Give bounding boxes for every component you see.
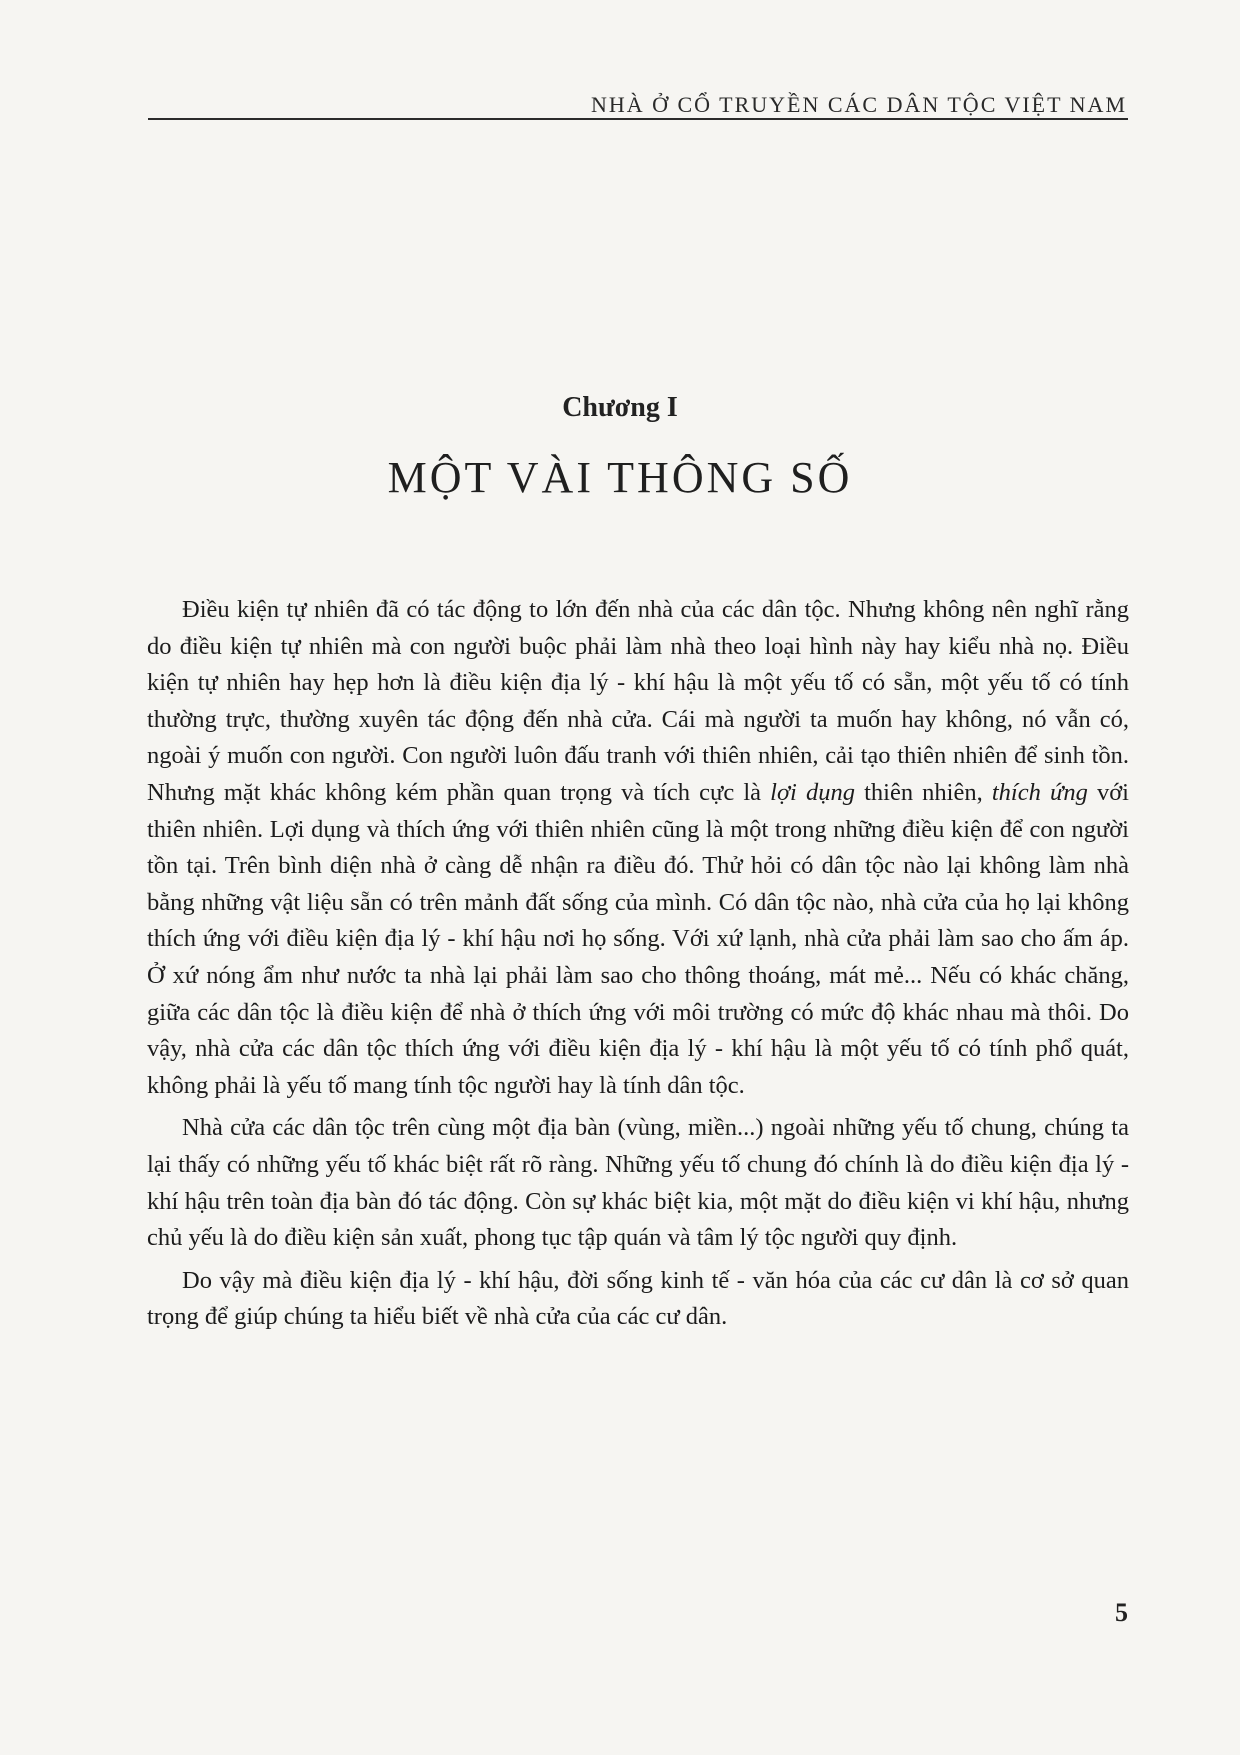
- header-rule: [148, 118, 1128, 120]
- body-text: [147, 592, 1129, 1336]
- chapter-label: Chương I: [562, 392, 678, 423]
- paragraph-1-text-c: với thiên nhiên. Lợi dụng và thích ứng với thiên nhiên cũng là một trong những điều kiện để con người tồn tại. Trên bình diện nhà ở càng dễ nhận ra điều đó. Thử hỏi có dân tộc nào lại không làm nhà bằng những vật liệu sẵn có trên mảnh đất sống của mình. Có dân tộc nào, nhà cửa của họ lại không thích ứng với điều kiện địa lý - khí hậu nơi họ sống. Với xứ lạnh, nhà cửa phải làm sao cho ấm áp. Ở xứ nóng ẩm như nước ta nhà lại phải làm sao cho thông thoáng, mát mẻ... Nếu có khác chăng, giữa các dân tộc là điều kiện để nhà ở thích ứng với môi trường có mức độ khác nhau mà thôi. Do vậy, nhà cửa các dân tộc thích ứng với điều kiện địa lý - khí hậu là một yếu tố có tính phổ quát, không phải là yếu tố mang tính tộc người hay là tính dân tộc.: [147, 778, 1129, 1099]
- italic-term-thich-ung: thích ứng: [991, 778, 1088, 806]
- chapter-title: MỘT VÀI THÔNG SỐ: [387, 453, 853, 502]
- paragraph-3: Do vậy mà điều kiện địa lý - khí hậu, đời sống kinh tế - văn hóa của các cư dân là cơ sở quan trọng để giúp chúng ta hiểu biết về nhà cửa của các cư dân.: [147, 1266, 1129, 1331]
- page-number: 5: [1115, 1598, 1128, 1627]
- running-header: NHÀ Ở CỔ TRUYỀN CÁC DÂN TỘC VIỆT NAM: [590, 92, 1127, 117]
- paragraph-1: [147, 592, 1129, 1104]
- paragraph-1-text-b: thiên nhiên,: [854, 778, 992, 806]
- italic-term-loi-dung: lợi dụng: [770, 778, 855, 806]
- paragraph-2: Nhà cửa các dân tộc trên cùng một địa bàn (vùng, miền...) ngoài những yếu tố chung, chúng ta lại thấy có những yếu tố khác biệt rất rõ ràng. Những yếu tố chung đó chính là do điều kiện địa lý - khí hậu trên toàn địa bàn đó tác động. Còn sự khác biệt kia, một mặt do điều kiện vi khí hậu, nhưng chủ yếu là do điều kiện sản xuất, phong tục tập quán và tâm lý tộc người quy định.: [147, 1114, 1129, 1252]
- paragraph-1-text-a: Điều kiện tự nhiên đã có tác động to lớn đến nhà của các dân tộc. Nhưng không nên nghĩ rằng do điều kiện tự nhiên mà con người buộc phải làm nhà theo loại hình này hay kiểu nhà nọ. Điều kiện tự nhiên hay hẹp hơn là điều kiện địa lý - khí hậu là một yếu tố có sẵn, một yếu tố có tính thường trực, thường xuyên tác động đến nhà cửa. Cái mà người ta muốn hay không, nó vẫn có, ngoài ý muốn con người. Con người luôn đấu tranh với thiên nhiên, cải tạo thiên nhiên để sinh tồn. Nhưng mặt khác không kém phần quan trọng và tích cực là: [147, 596, 1129, 806]
